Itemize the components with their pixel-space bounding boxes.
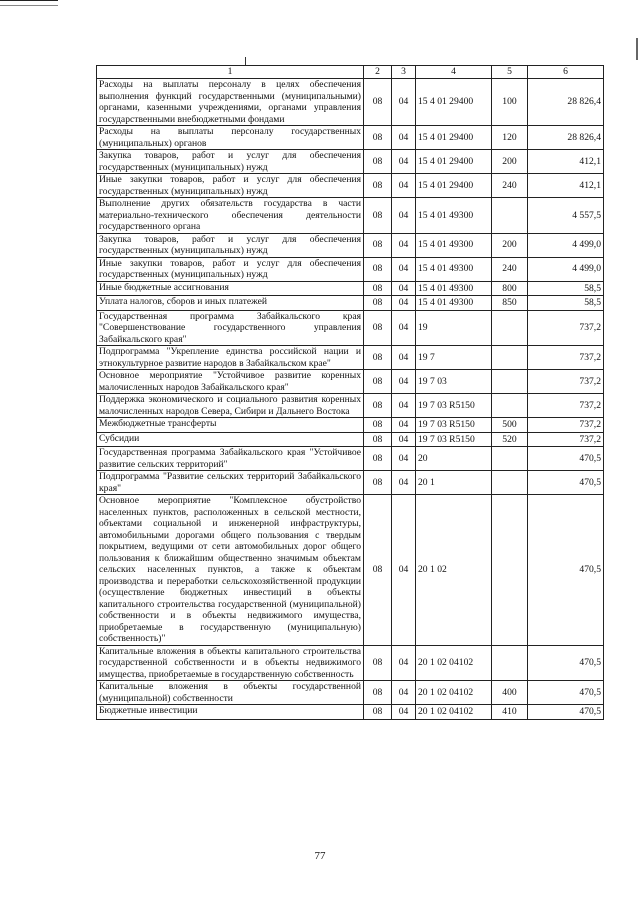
cell-subsection: 04 — [392, 198, 416, 234]
cell-subsection: 04 — [392, 370, 416, 394]
cell-expense-type — [492, 370, 528, 394]
cell-expense-type — [492, 471, 528, 495]
cell-subsection: 04 — [392, 418, 416, 433]
cell-expense-type: 200 — [492, 233, 528, 257]
table-row — [97, 432, 604, 447]
table-row — [97, 346, 604, 370]
column-header-section: 2 — [364, 66, 392, 79]
cell-amount: 28 826,4 — [528, 79, 604, 126]
column-header-target-article: 4 — [416, 66, 492, 79]
cell-target-article: 15 4 01 49300 — [416, 296, 492, 311]
table-row — [97, 394, 604, 418]
cell-section: 08 — [364, 418, 392, 433]
cell-section: 08 — [364, 310, 392, 346]
cell-section: 08 — [364, 198, 392, 234]
cell-subsection: 04 — [392, 257, 416, 281]
cell-amount: 58,5 — [528, 281, 604, 296]
cell-subsection: 04 — [392, 281, 416, 296]
cell-amount: 470,5 — [528, 645, 604, 681]
table-row — [97, 233, 604, 257]
cell-expense-type: 500 — [492, 418, 528, 433]
cell-expense-type: 240 — [492, 174, 528, 198]
cell-section: 08 — [364, 471, 392, 495]
cell-amount: 28 826,4 — [528, 126, 604, 150]
cell-target-article: 15 4 01 49300 — [416, 257, 492, 281]
cell-target-article: 15 4 01 29400 — [416, 79, 492, 126]
table-row — [97, 79, 604, 126]
cell-section: 08 — [364, 150, 392, 174]
cell-expense-type — [492, 346, 528, 370]
table-row — [97, 681, 604, 705]
cell-amount: 737,2 — [528, 310, 604, 346]
table-row — [97, 447, 604, 471]
cell-amount: 470,5 — [528, 471, 604, 495]
cell-expense-type: 120 — [492, 126, 528, 150]
cell-subsection: 04 — [392, 233, 416, 257]
scan-edge-mark — [636, 38, 638, 60]
cell-subsection: 04 — [392, 126, 416, 150]
cell-amount: 412,1 — [528, 174, 604, 198]
cell-target-article: 20 1 02 04102 — [416, 681, 492, 705]
cell-name: Капитальные вложения в объекты капитального строительства государственной собственности и в объекты недвижимого имущества, приобретаемые в государственную собственность — [97, 645, 364, 681]
cell-subsection: 04 — [392, 471, 416, 495]
table-row — [97, 257, 604, 281]
column-header-amount: 6 — [528, 66, 604, 79]
cell-target-article: 15 4 01 29400 — [416, 126, 492, 150]
cell-name: Подпрограмма "Развитие сельских территорий Забайкальского края" — [97, 471, 364, 495]
cell-name: Иные закупки товаров, работ и услуг для обеспечения государственных (муниципальных) нужд — [97, 174, 364, 198]
cell-section: 08 — [364, 174, 392, 198]
cell-section: 08 — [364, 296, 392, 311]
cell-target-article: 20 1 — [416, 471, 492, 495]
cell-name: Расходы на выплаты персоналу государственных (муниципальных) органов — [97, 126, 364, 150]
table-row — [97, 296, 604, 311]
cell-amount: 737,2 — [528, 346, 604, 370]
cell-amount: 470,5 — [528, 705, 604, 720]
cell-target-article: 19 7 — [416, 346, 492, 370]
cell-section: 08 — [364, 432, 392, 447]
cell-name: Подпрограмма "Укрепление единства российской нации и этнокультурное развитие народов в Забайкальском крае" — [97, 346, 364, 370]
page-number: 77 — [314, 850, 326, 862]
table-row — [97, 471, 604, 495]
cell-target-article: 20 — [416, 447, 492, 471]
cell-name: Основное мероприятие "Устойчивое развитие коренных малочисленных народов Забайкальского края" — [97, 370, 364, 394]
table-row — [97, 705, 604, 720]
column-header-expense-type: 5 — [492, 66, 528, 79]
table-row — [97, 174, 604, 198]
table-row — [97, 126, 604, 150]
cell-name: Основное мероприятие "Комплексное обустройство населенных пунктов, расположенных в сельской местности, объектами социальной и инженерной инфраструктуры, автомобильными дорогами общего пользования с твердым покрытием, ведущими от сети автомобильных дорог общего пользования к ближайшим общественно значимым объектам сельских населенных пунктов, а также к объектам производства и переработки сельскохозяйственной продукции (осуществление бюджетных инвестиций в объекты капитального строительства государственной (муниципальной) собственности и в объекты недвижимого имущества, приобретаемые в государственную (муниципальную) собственность)" — [97, 495, 364, 646]
cell-expense-type: 410 — [492, 705, 528, 720]
cell-subsection: 04 — [392, 681, 416, 705]
cell-target-article: 19 7 03 R5150 — [416, 394, 492, 418]
cell-expense-type — [492, 495, 528, 646]
cell-target-article: 19 7 03 R5150 — [416, 418, 492, 433]
cell-amount: 470,5 — [528, 447, 604, 471]
cell-section: 08 — [364, 126, 392, 150]
cell-section: 08 — [364, 79, 392, 126]
cell-name: Межбюджетные трансферты — [97, 418, 364, 433]
cell-target-article: 19 7 03 R5150 — [416, 432, 492, 447]
cell-amount: 4 499,0 — [528, 233, 604, 257]
cell-target-article: 15 4 01 49300 — [416, 281, 492, 296]
cell-subsection: 04 — [392, 432, 416, 447]
cell-subsection: 04 — [392, 645, 416, 681]
cell-expense-type: 400 — [492, 681, 528, 705]
cell-section: 08 — [364, 681, 392, 705]
cell-subsection: 04 — [392, 394, 416, 418]
cell-expense-type: 800 — [492, 281, 528, 296]
cell-subsection: 04 — [392, 346, 416, 370]
cell-name: Субсидии — [97, 432, 364, 447]
cell-target-article: 20 1 02 — [416, 495, 492, 646]
table-header-row — [97, 66, 604, 79]
cell-expense-type: 200 — [492, 150, 528, 174]
cell-name: Иные бюджетные ассигнования — [97, 281, 364, 296]
cell-name: Выполнение других обязательств государства в части материально-технического обеспечения деятельности государственного органа — [97, 198, 364, 234]
cell-subsection: 04 — [392, 310, 416, 346]
cell-subsection: 04 — [392, 705, 416, 720]
cell-name: Закупка товаров, работ и услуг для обеспечения государственных (муниципальных) нужд — [97, 150, 364, 174]
cell-subsection: 04 — [392, 150, 416, 174]
table-row — [97, 418, 604, 433]
cell-amount: 737,2 — [528, 370, 604, 394]
cell-subsection: 04 — [392, 495, 416, 646]
cell-expense-type — [492, 645, 528, 681]
cell-section: 08 — [364, 281, 392, 296]
cell-target-article: 15 4 01 49300 — [416, 198, 492, 234]
cell-target-article: 15 4 01 49300 — [416, 233, 492, 257]
cell-amount: 737,2 — [528, 418, 604, 433]
cell-amount: 737,2 — [528, 394, 604, 418]
cell-target-article: 15 4 01 29400 — [416, 174, 492, 198]
cell-section: 08 — [364, 495, 392, 646]
cell-expense-type: 240 — [492, 257, 528, 281]
cell-section: 08 — [364, 346, 392, 370]
table-row — [97, 310, 604, 346]
cell-target-article: 20 1 02 04102 — [416, 705, 492, 720]
cell-target-article: 19 — [416, 310, 492, 346]
cell-name: Уплата налогов, сборов и иных платежей — [97, 296, 364, 311]
cell-target-article: 20 1 02 04102 — [416, 645, 492, 681]
cell-section: 08 — [364, 257, 392, 281]
cell-name: Поддержка экономического и социального развития коренных малочисленных народов Севера, Сибири и Дальнего Востока — [97, 394, 364, 418]
table-row — [97, 645, 604, 681]
column-header-subsection: 3 — [392, 66, 416, 79]
cell-subsection: 04 — [392, 174, 416, 198]
cell-name: Иные закупки товаров, работ и услуг для обеспечения государственных (муниципальных) нужд — [97, 257, 364, 281]
table-row — [97, 150, 604, 174]
cell-subsection: 04 — [392, 447, 416, 471]
cell-amount: 412,1 — [528, 150, 604, 174]
cell-name: Государственная программа Забайкальского края "Устойчивое развитие сельских территорий" — [97, 447, 364, 471]
cell-target-article: 19 7 03 — [416, 370, 492, 394]
cell-subsection: 04 — [392, 296, 416, 311]
cell-amount: 4 499,0 — [528, 257, 604, 281]
table-row — [97, 370, 604, 394]
cell-expense-type — [492, 310, 528, 346]
cell-name: Бюджетные инвестиции — [97, 705, 364, 720]
cell-expense-type — [492, 447, 528, 471]
cell-amount: 737,2 — [528, 432, 604, 447]
cell-target-article: 15 4 01 29400 — [416, 150, 492, 174]
table-row — [97, 495, 604, 646]
cell-amount: 4 557,5 — [528, 198, 604, 234]
cell-section: 08 — [364, 233, 392, 257]
cell-name: Государственная программа Забайкальского края "Совершенствование государственного управления Забайкальского края" — [97, 310, 364, 346]
cell-amount: 58,5 — [528, 296, 604, 311]
cell-name: Капитальные вложения в объекты государственной (муниципальной) собственности — [97, 681, 364, 705]
table-row — [97, 281, 604, 296]
budget-table — [96, 65, 604, 720]
cell-section: 08 — [364, 394, 392, 418]
column-header-name: 1 — [97, 66, 364, 79]
cell-expense-type: 100 — [492, 79, 528, 126]
cell-amount: 470,5 — [528, 495, 604, 646]
cell-name: Расходы на выплаты персоналу в целях обеспечения выполнения функций государственными (муниципальными) органами, казенными учреждениями, органами управления государственными внебюджетными фондами — [97, 79, 364, 126]
cell-expense-type: 850 — [492, 296, 528, 311]
table-row — [97, 198, 604, 234]
cell-section: 08 — [364, 705, 392, 720]
cell-expense-type — [492, 198, 528, 234]
cell-section: 08 — [364, 370, 392, 394]
cell-section: 08 — [364, 645, 392, 681]
cell-expense-type — [492, 394, 528, 418]
cell-expense-type: 520 — [492, 432, 528, 447]
scan-tick-mark — [245, 57, 246, 65]
cell-name: Закупка товаров, работ и услуг для обеспечения государственных (муниципальных) нужд — [97, 233, 364, 257]
cell-amount: 470,5 — [528, 681, 604, 705]
cell-section: 08 — [364, 447, 392, 471]
scan-edge-mark — [0, 0, 58, 6]
cell-subsection: 04 — [392, 79, 416, 126]
